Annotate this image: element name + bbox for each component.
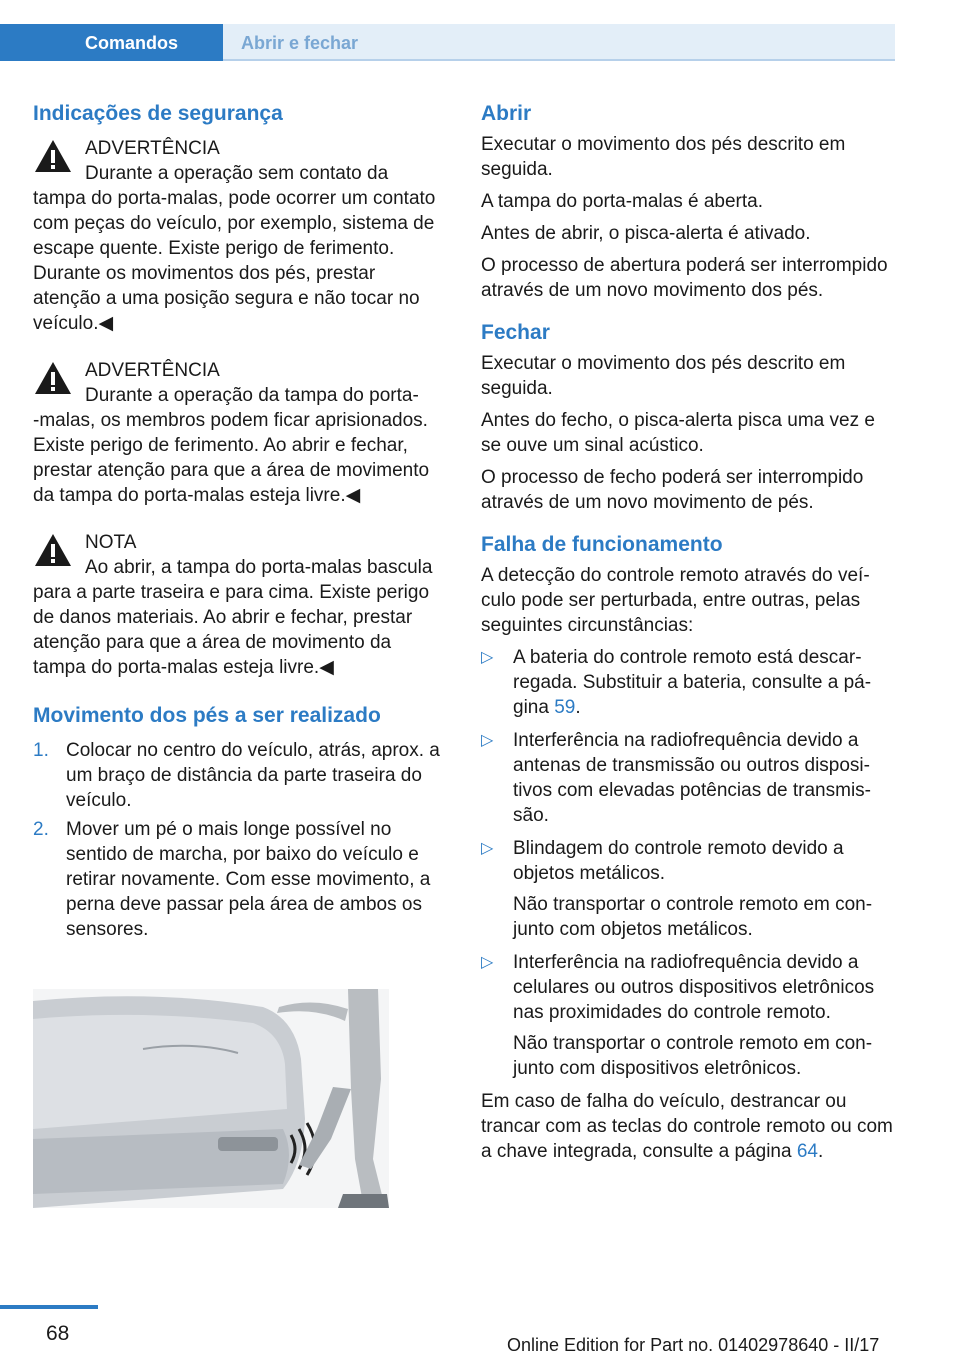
section-title-safety: Indicações de segurança — [33, 102, 283, 125]
list-item — [33, 817, 447, 942]
note-text: para a parte traseira e para cima. Existe perigo de danos materiais. Ao abrir e fechar, prestar atenção para que a área de movimento da tampa do porta-malas esteja livre.◀ — [33, 582, 430, 678]
list-item — [481, 836, 895, 942]
section-title-falha: Falha de funcionamento — [481, 533, 723, 556]
bullet-subtext: Não transportar o controle remoto em conjunto com dispositivos eletrônicos. — [513, 1033, 873, 1079]
paragraph: A detecção do controle remoto através do veículo pode ser perturbada, entre outras, pelas seguintes circunstâncias: — [481, 565, 870, 636]
step-number: 2. — [33, 819, 49, 840]
bullet-text: Interferência na radiofrequência devido a antenas de transmissão ou outros dispositivos com elevadas potências de transmissão. — [513, 730, 871, 826]
warning-text-first: Durante a operação sem contato da — [85, 163, 389, 184]
footer-accent-line — [0, 1305, 98, 1309]
step-text: Colocar no centro do veículo, atrás, aprox. a um braço de distância da parte traseira do veículo. — [66, 740, 440, 811]
warning-triangle-icon — [33, 360, 73, 396]
bullet-subtext: Não transportar o controle remoto em conjunto com objetos metálicos. — [513, 894, 873, 940]
warning-block-2 — [33, 358, 447, 508]
triangle-right-icon: ▷ — [481, 649, 494, 666]
closing-text: Em caso de falha do veículo, destrancar ou trancar com as teclas do controle remoto ou com a chave integrada, consulte a página — [481, 1091, 893, 1162]
closing-end: . — [817, 1141, 824, 1162]
triangle-right-icon: ▷ — [481, 954, 494, 971]
list-item — [481, 950, 895, 1081]
step-number: 1. — [33, 740, 49, 761]
paragraph: A tampa do porta-malas é aberta. — [481, 191, 763, 212]
paragraph: Antes de abrir, o pisca-alerta é ativado. — [481, 223, 811, 244]
bullet-text: Blindagem do controle remoto devido a objetos metálicos. — [513, 838, 844, 884]
tab-abrir-e-fechar[interactable]: Abrir e fechar — [223, 24, 895, 61]
list-item — [33, 738, 447, 813]
header-rule — [223, 59, 895, 61]
right-column — [481, 100, 895, 1171]
page-link-64[interactable]: 64 — [796, 1141, 818, 1162]
paragraph: Antes do fecho, o pisca-alerta pisca uma vez e se ouve um sinal acústico. — [481, 410, 875, 456]
note-block — [33, 530, 447, 680]
footer-edition: Online Edition for Part no. 01402978640 - II/17 — [507, 1335, 880, 1355]
tab-comandos[interactable]: Comandos — [0, 24, 223, 61]
triangle-right-icon: ▷ — [481, 840, 494, 857]
section-title-foot-movement: Movimento dos pés a ser realizado — [33, 704, 381, 727]
warning-block-1 — [33, 136, 447, 336]
warning-label: ADVERTÊNCIA — [85, 138, 220, 159]
triangle-right-icon: ▷ — [481, 732, 494, 749]
paragraph: O processo de abertura poderá ser interrompido através de um novo movimento dos pés. — [481, 255, 888, 301]
header-tabs — [0, 24, 895, 61]
step-text: Mover um pé o mais longe possível no sentido de marcha, por baixo do veículo e retirar novamente. Com esse movimento, a perna deve passar pela área de ambos os sensores. — [66, 819, 431, 940]
warning-text: -malas, os membros podem ficar aprisionados. Existe perigo de ferimento. Ao abrir e fechar, prestar atenção para que a área de movimento da tampa do porta-malas esteja livre.◀ — [33, 410, 430, 506]
warning-text-first: Durante a operação da tampa do porta- — [85, 385, 419, 406]
paragraph: Executar o movimento dos pés descrito em seguida. — [481, 353, 846, 399]
page-link-59[interactable]: 59 — [554, 697, 576, 718]
warning-label: ADVERTÊNCIA — [85, 360, 220, 381]
note-label: NOTA — [85, 532, 137, 553]
section-title-fechar: Fechar — [481, 321, 550, 344]
left-column — [33, 100, 447, 946]
list-item — [481, 728, 895, 828]
note-text-first: Ao abrir, a tampa do porta-malas bascula — [85, 557, 433, 578]
closing-paragraph — [481, 1089, 895, 1164]
warning-triangle-icon — [33, 138, 73, 174]
warning-text: tampa do porta-malas, pode ocorrer um contato com peças do veículo, por exemplo, sistema de escape quente. Existe perigo de ferimento. Durante os movimentos dos pés, prestar atenção a uma posição segura e não tocar no veículo.◀ — [33, 188, 436, 334]
section-title-abrir: Abrir — [481, 102, 532, 125]
failure-list — [481, 645, 895, 1081]
warning-triangle-icon — [33, 532, 73, 568]
list-item — [481, 645, 895, 720]
steps-list — [33, 738, 447, 942]
paragraph: Executar o movimento dos pés descrito em seguida. — [481, 134, 846, 180]
paragraph: O processo de fecho poderá ser interrompido através de um novo movimento de pés. — [481, 467, 864, 513]
bullet-text: Interferência na radiofrequência devido a celulares ou outros dispositivos eletrônicos nas proximidades do controle remoto. — [513, 952, 875, 1023]
bullet-text: A bateria do controle remoto está descarregada. Substituir a bateria, consulte a página — [513, 647, 872, 718]
page-number: 68 — [46, 1322, 70, 1345]
foot-gesture-illustration — [33, 989, 389, 1208]
bullet-end: . — [575, 697, 581, 718]
